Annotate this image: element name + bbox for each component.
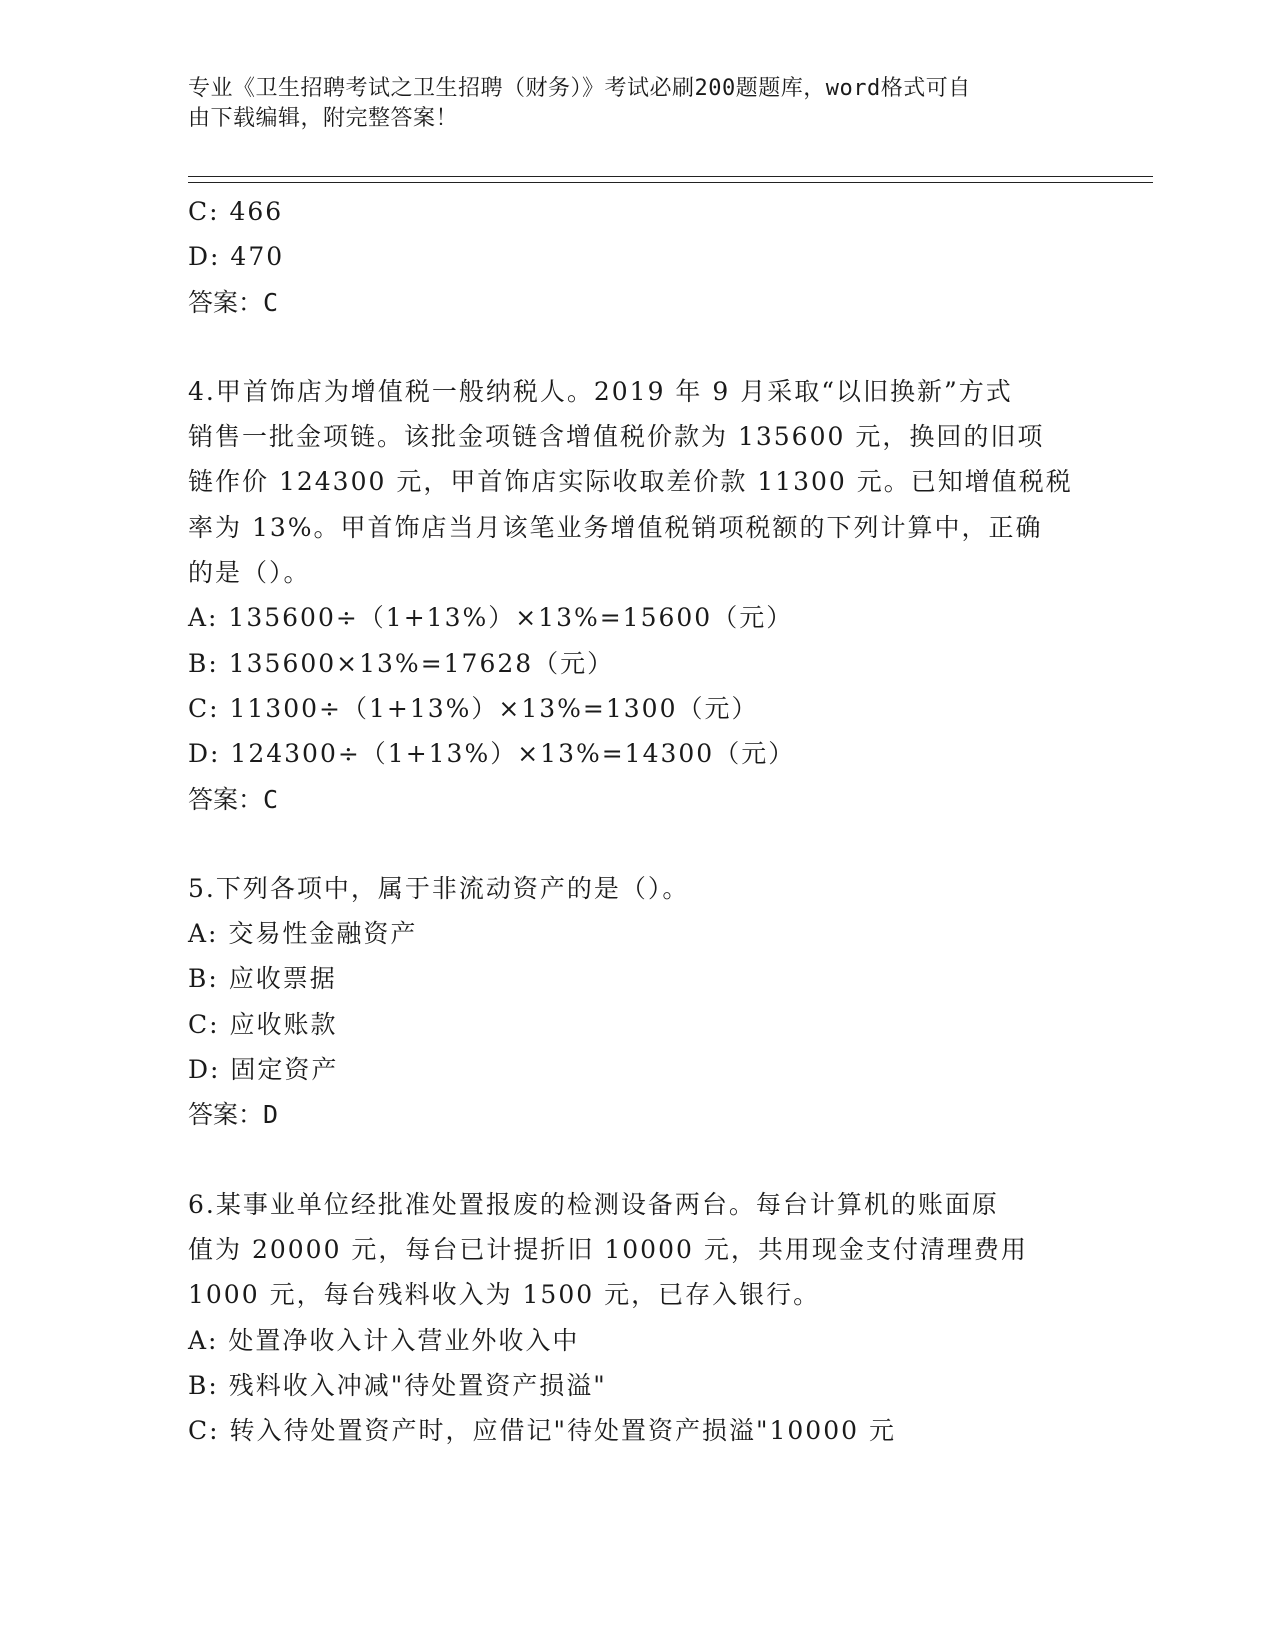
header-line-2: 由下载编辑，附完整答案！: [188, 106, 459, 131]
option-b: B: 应收票据: [188, 964, 337, 994]
question-5: [188, 866, 1088, 1138]
option-a: A: 135600÷（1+13%）×13%=15600（元）: [188, 603, 794, 633]
option-c: C: 应收账款: [188, 1009, 338, 1039]
question-text: 6.某事业单位经批准处置报废的检测设备两台。每台计算机的账面原: [188, 1189, 999, 1219]
document-header: [188, 74, 1068, 134]
option-b: B: 135600×13%=17628（元）: [188, 648, 615, 678]
answer: 答案：D: [188, 1100, 279, 1130]
question-text: 链作价 124300 元，甲首饰店实际收取差价款 11300 元。已知增值税税: [188, 467, 1073, 497]
option-c: C: 11300÷（1+13%）×13%=1300（元）: [188, 693, 759, 723]
header-rule-top: [188, 176, 1153, 177]
option-d: D: 固定资产: [188, 1055, 339, 1085]
option-a: A: 交易性金融资产: [188, 919, 418, 949]
question-text: 销售一批金项链。该批金项链含增值税价款为 135600 元，换回的旧项: [188, 422, 1045, 452]
question-text: 4.甲首饰店为增值税一般纳税人。2019 年 9 月采取“以旧换新”方式: [188, 376, 1013, 406]
option-a: A: 处置净收入计入营业外收入中: [188, 1325, 580, 1355]
header-rule-bottom: [188, 182, 1153, 183]
answer: 答案：C: [188, 287, 279, 317]
header-line-1: 专业《卫生招聘考试之卫生招聘（财务）》考试必刷200题题库，word格式可自: [188, 76, 971, 101]
option-d: D: 470: [188, 242, 285, 272]
spacer: [188, 1138, 1088, 1182]
question-text: 率为 13%。甲首饰店当月该笔业务增值税销项税额的下列计算中，正确: [188, 512, 1043, 542]
question-text: 1000 元，每台残料收入为 1500 元，已存入银行。: [188, 1280, 821, 1310]
spacer: [188, 325, 1088, 369]
question-3-tail: [188, 189, 1088, 325]
question-6: [188, 1182, 1088, 1454]
document-body: [188, 189, 1088, 1453]
spacer: [188, 822, 1088, 866]
question-text: 的是（）。: [188, 558, 311, 588]
answer: 答案：C: [188, 784, 279, 814]
option-d: D: 124300÷（1+13%）×13%=14300（元）: [188, 739, 796, 769]
option-b: B: 残料收入冲减"待处置资产损溢": [188, 1370, 607, 1400]
option-c: C: 466: [188, 197, 284, 226]
question-4: [188, 369, 1088, 822]
question-text: 值为 20000 元，每台已计提折旧 10000 元，共用现金支付清理费用: [188, 1234, 1028, 1264]
option-c: C: 转入待处置资产时，应借记"待处置资产损溢"10000 元: [188, 1416, 896, 1446]
question-text: 5.下列各项中，属于非流动资产的是（）。: [188, 873, 690, 903]
